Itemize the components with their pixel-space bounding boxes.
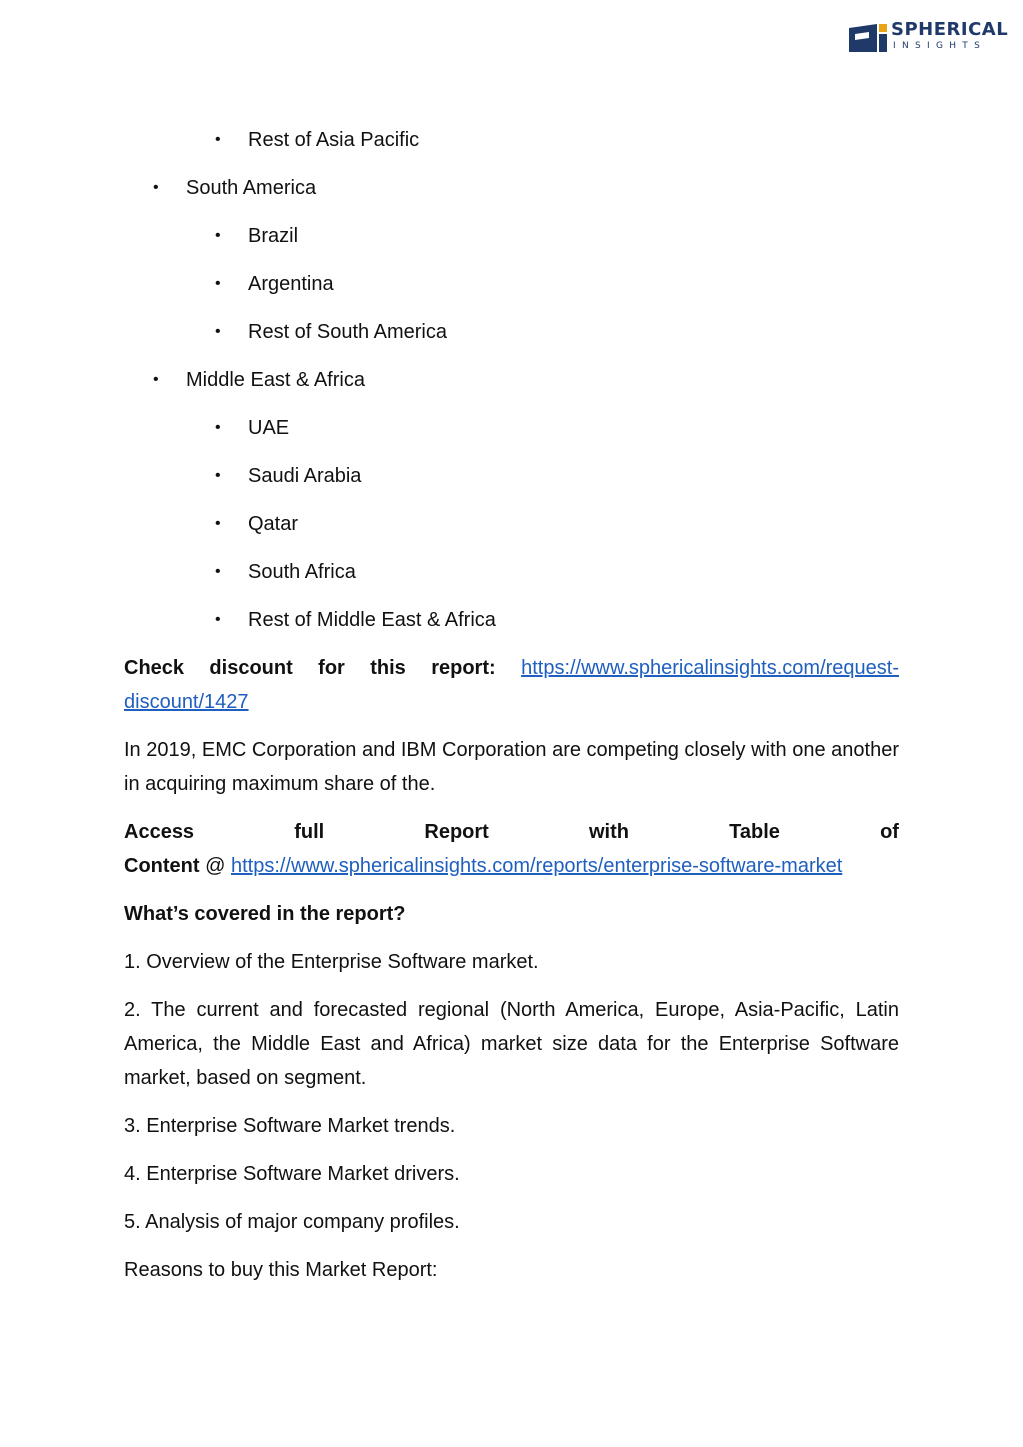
list-item: [124, 603, 899, 637]
covered-item: 5. Analysis of major company profiles.: [124, 1211, 460, 1233]
document-body: [124, 123, 899, 1301]
list-item: [124, 267, 899, 301]
covered-heading: What’s covered in the report?: [124, 903, 406, 925]
list-item-label: Qatar: [248, 513, 299, 535]
access-word: full: [294, 821, 325, 843]
access-word: Access: [124, 821, 195, 843]
list-item: [124, 507, 899, 541]
spherical-insights-logo: [849, 19, 1009, 54]
logo-mark-icon: [849, 22, 887, 52]
covered-item: 4. Enterprise Software Market drivers.: [124, 1163, 460, 1185]
list-item: [124, 171, 899, 205]
bullet-icon: •: [215, 611, 221, 628]
list-item: [124, 555, 899, 589]
access-heading-line: [124, 815, 899, 849]
bullet-icon: •: [215, 227, 221, 244]
bullet-icon: •: [215, 131, 221, 148]
region-list: [124, 123, 899, 637]
competition-paragraph: In 2019, EMC Corporation and IBM Corporation are competing closely with one another in acquiring maximum share of the.: [124, 739, 899, 795]
bullet-icon: •: [215, 467, 221, 484]
access-word: of: [880, 821, 899, 843]
bullet-icon: •: [215, 515, 221, 532]
bullet-icon: •: [215, 419, 221, 436]
access-word: Table: [729, 821, 780, 843]
list-item-label: Brazil: [248, 225, 299, 247]
logo-name: SPHERICAL: [891, 19, 1009, 40]
access-link-line: [124, 849, 899, 883]
access-content-label: Content: [124, 855, 200, 877]
list-item: [124, 315, 899, 349]
list-item-label: Rest of Asia Pacific: [248, 129, 420, 151]
logo-subtitle: INSIGHTS: [893, 41, 987, 51]
access-at-sign: @: [199, 855, 231, 877]
list-item-label: South Africa: [248, 561, 356, 583]
covered-item: 1. Overview of the Enterprise Software market.: [124, 951, 539, 973]
bullet-icon: •: [153, 371, 159, 388]
list-item: [124, 363, 899, 397]
bullet-icon: •: [215, 275, 221, 292]
discount-link[interactable]: https://www.sphericalinsights.com/request-discount/1427: [124, 657, 900, 713]
list-item-label: UAE: [248, 417, 290, 439]
reasons-heading: Reasons to buy this Market Report:: [124, 1259, 438, 1281]
access-word: Report: [424, 821, 489, 843]
list-item-label: Rest of Middle East & Africa: [248, 609, 496, 631]
list-item-label: South America: [186, 177, 317, 199]
discount-label: Check discount for this report:: [124, 657, 496, 679]
report-link[interactable]: https://www.sphericalinsights.com/reports/enterprise-software-market: [230, 855, 843, 877]
list-item-label: Saudi Arabia: [248, 465, 362, 487]
bullet-icon: •: [215, 563, 221, 580]
covered-item: 3. Enterprise Software Market trends.: [124, 1115, 456, 1137]
discount-paragraph: [124, 651, 899, 719]
access-word: with: [588, 821, 629, 843]
list-item: [124, 219, 899, 253]
list-item: [124, 459, 899, 493]
list-item-label: Argentina: [248, 273, 334, 295]
list-item: [124, 411, 899, 445]
list-item-label: Middle East & Africa: [186, 369, 365, 391]
bullet-icon: •: [215, 323, 221, 340]
list-item-label: Rest of South America: [248, 321, 447, 343]
bullet-icon: •: [153, 179, 159, 196]
covered-item: 2. The current and forecasted regional (North America, Europe, Asia-Pacific, Latin America, the Middle East and Africa) market size data for the Enterprise Software market, based on segment.: [124, 999, 899, 1089]
list-item: [124, 123, 899, 157]
access-paragraph: [124, 815, 899, 883]
